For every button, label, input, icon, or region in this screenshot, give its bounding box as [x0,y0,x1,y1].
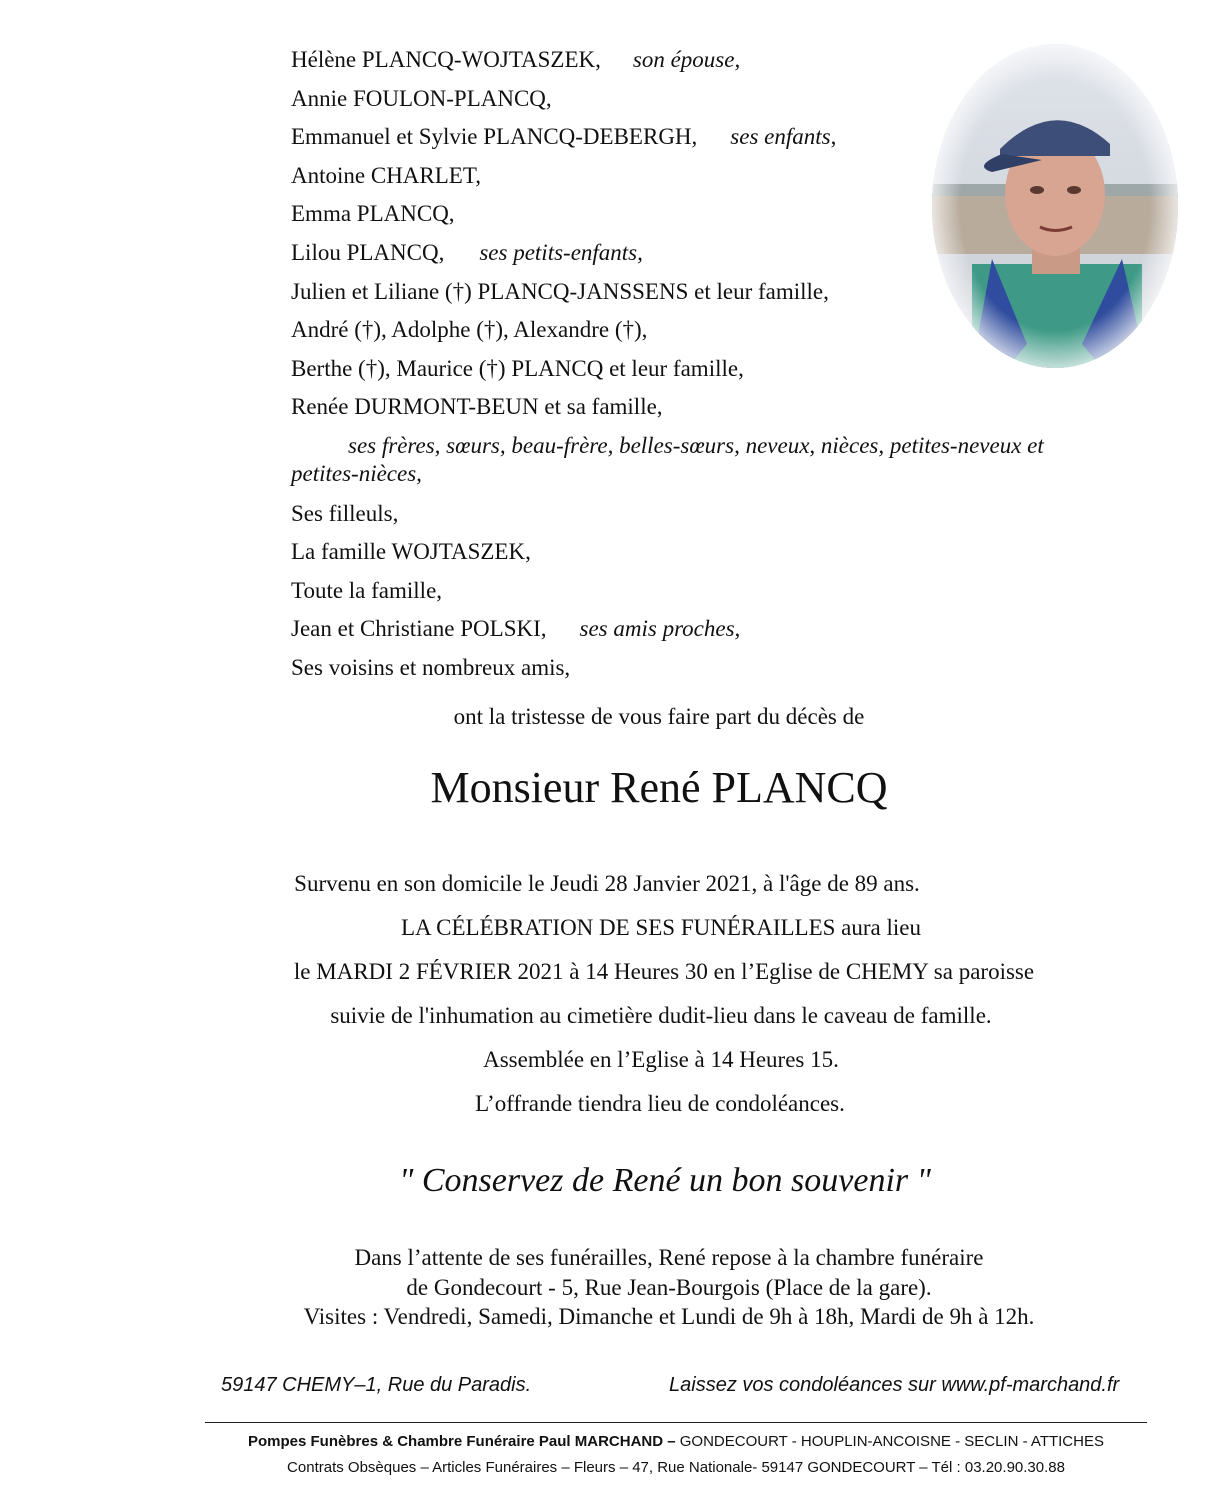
family-line-grandchildren [291,239,643,267]
contracts-line: Contrats Obsèques – Articles Funéraires – Fleurs – 47, Rue Nationale- 59147 GONDECOURT – Tél : 03.20.90.30.88 [287,1459,1065,1476]
relation-label: son épouse, [632,47,741,72]
deceased-name: Monsieur René PLANCQ [430,763,888,812]
footer-address: 59147 CHEMY–1, Rue du Paradis. [221,1374,532,1396]
family-name: Ses voisins et nombreux amis, [291,655,571,680]
family-name: Julien et Liliane (†) PLANCQ-JANSSENS et leur famille, [291,279,829,304]
visit-line-3: Visites : Vendredi, Samedi, Dimanche et Lundi de 9h à 18h, Mardi de 9h à 12h. [303,1304,1035,1329]
family-line-friends [291,615,740,643]
family-name: La famille WOJTASZEK, [291,539,531,564]
info-line-date: le MARDI 2 FÉVRIER 2021 à 14 Heures 30 en l’Eglise de CHEMY sa paroisse [293,959,1035,984]
family-line [291,316,647,344]
family-name: Jean et Christiane POLSKI, [291,616,547,641]
family-name: Emmanuel et Sylvie PLANCQ-DEBERGH, [291,124,698,149]
family-name: Emma PLANCQ, [291,201,455,226]
family-line [291,577,442,605]
family-line [291,538,531,566]
footer-condolences: Laissez vos condoléances sur www.pf-marchand.fr [669,1374,1120,1396]
visit-line-1: Dans l’attente de ses funérailles, René repose à la chambre funéraire [354,1245,984,1270]
family-name: Hélène PLANCQ-WOJTASZEK, [291,47,601,72]
relation-label: ses amis proches, [579,616,741,641]
info-line-death: Survenu en son domicile le Jeudi 28 Janvier 2021, à l'âge de 89 ans. [294,871,920,896]
family-line [291,355,744,383]
visit-line-2: de Gondecourt - 5, Rue Jean-Bourgois (Place de la gare). [406,1275,932,1300]
company-towns: GONDECOURT - HOUPLIN-ANCOISNE - SECLIN - ATTICHES [675,1433,1104,1450]
siblings-line: ses frères, sœurs, beau-frère, belles-sœurs, neveux, nièces, petites-neveux et [348,433,1044,458]
family-name: André (†), Adolphe (†), Alexandre (†), [291,317,648,342]
family-line [291,654,570,682]
family-name: Ses filleuls, [291,501,399,526]
company-name: Pompes Funèbres & Chambre Funéraire Paul MARCHAND – [248,1433,676,1450]
portrait-photo [932,44,1178,368]
family-name: Renée DURMONT-BEUN et sa famille, [291,394,663,419]
family-line [291,85,552,113]
family-name: Berthe (†), Maurice (†) PLANCQ et leur famille, [291,356,744,381]
family-name: Toute la famille, [291,578,443,603]
siblings-line-cont: petites-nièces, [291,461,422,486]
family-line [291,200,455,228]
family-line [291,162,481,190]
family-name: Antoine CHARLET, [291,163,481,188]
family-line [291,393,663,421]
family-line [291,500,398,528]
info-line-offering: L’offrande tiendra lieu de condoléances. [475,1091,845,1116]
family-line-wife [291,46,740,74]
family-line-children [291,123,836,151]
info-line-burial: suivie de l'inhumation au cimetière dudit-lieu dans le caveau de famille. [330,1003,992,1028]
family-name: Lilou PLANCQ, [291,240,445,265]
relation-label: ses petits-enfants, [479,240,643,265]
intro-text: ont la tristesse de vous faire part du décès de [453,704,865,729]
family-name: Annie FOULON-PLANCQ, [291,86,552,111]
info-line-celebration: LA CÉLÉBRATION DE SES FUNÉRAILLES aura lieu [400,915,921,940]
relation-suffix: , [830,124,837,149]
relation-label: ses enfants [730,124,831,149]
info-line-assembly: Assemblée en l’Eglise à 14 Heures 15. [483,1047,839,1072]
quote: " Conservez de René un bon souvenir " [399,1162,931,1199]
footer-divider [205,1422,1147,1423]
portrait-illustration [932,44,1178,368]
company-line [0,1433,1214,1450]
family-line [291,278,829,306]
